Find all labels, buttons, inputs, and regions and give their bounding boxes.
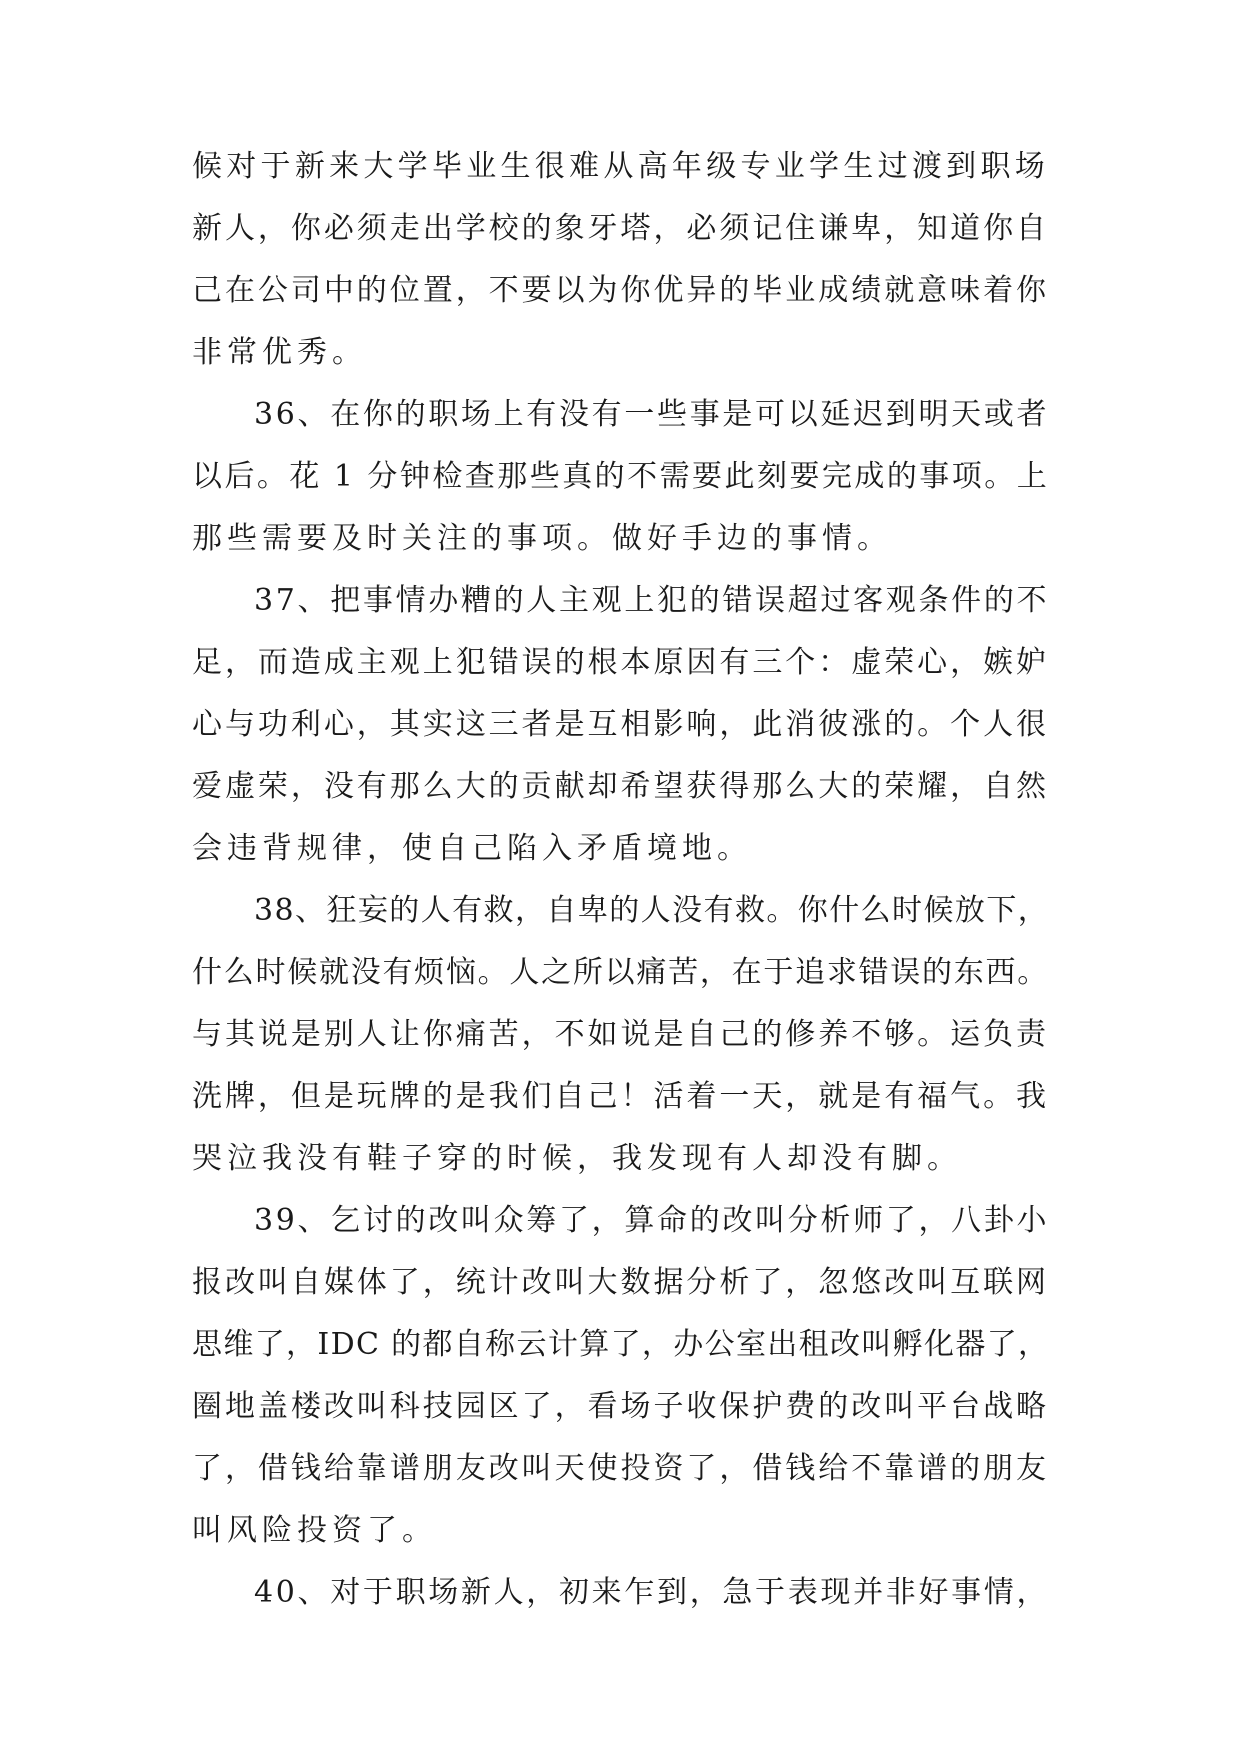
paragraph-0-line-1: 新人，你必须走出学校的象牙塔，必须记住谦卑，知道你自 (192, 211, 1049, 246)
paragraph-0-line-3: 非常优秀。 (192, 335, 367, 370)
paragraph-39-line-2: 思维了，IDC 的都自称云计算了，办公室出租改叫孵化器了， (192, 1327, 1050, 1362)
paragraph-37-line-1: 足，而造成主观上犯错误的根本原因有三个：虚荣心，嫉妒 (192, 645, 1049, 680)
paragraph-38-line-3: 洗牌，但是玩牌的是我们自己！活着一天，就是有福气。我 (192, 1079, 1049, 1114)
paragraph-37-line-2: 心与功利心，其实这三者是互相影响，此消彼涨的。个人很 (192, 707, 1049, 742)
paragraph-38-line-4: 哭泣我没有鞋子穿的时候，我发现有人却没有脚。 (192, 1141, 962, 1176)
paragraph-0-line-2: 己在公司中的位置，不要以为你优异的毕业成绩就意味着你 (192, 273, 1049, 308)
paragraph-39-line-5: 叫风险投资了。 (192, 1513, 437, 1548)
paragraph-38-line-1: 什么时候就没有烦恼。人之所以痛苦，在于追求错误的东西。 (192, 955, 1049, 990)
paragraph-38-line-2: 与其说是别人让你痛苦，不如说是自己的修养不够。运负责 (192, 1017, 1049, 1052)
paragraph-37-line-4: 会违背规律，使自己陷入矛盾境地。 (192, 831, 752, 866)
paragraph-0-line-0: 候对于新来大学毕业生很难从高年级专业学生过渡到职场 (192, 149, 1049, 184)
paragraph-39-line-1: 报改叫自媒体了，统计改叫大数据分析了，忽悠改叫互联网 (192, 1265, 1049, 1300)
paragraph-39-line-4: 了，借钱给靠谱朋友改叫天使投资了，借钱给不靠谱的朋友 (192, 1451, 1049, 1486)
paragraph-37-line-0: 37、把事情办糟的人主观上犯的错误超过客观条件的不 (254, 583, 1050, 618)
paragraph-36-line-1: 以后。花 1 分钟检查那些真的不需要此刻要完成的事项。上 (192, 459, 1050, 494)
document-body (192, 136, 1049, 1624)
paragraph-39-line-3: 圈地盖楼改叫科技园区了，看场子收保护费的改叫平台战略 (192, 1389, 1049, 1424)
paragraph-38-line-0: 38、狂妄的人有救，自卑的人没有救。你什么时候放下， (254, 893, 1050, 928)
paragraph-36-line-0: 36、在你的职场上有没有一些事是可以延迟到明天或者 (254, 397, 1050, 432)
paragraph-37-line-3: 爱虚荣，没有那么大的贡献却希望获得那么大的荣耀，自然 (192, 769, 1049, 804)
paragraph-39-line-0: 39、乞讨的改叫众筹了，算命的改叫分析师了，八卦小 (254, 1203, 1050, 1238)
paragraph-40-line-0: 40、对于职场新人，初来乍到，急于表现并非好事情， (254, 1575, 1050, 1610)
paragraph-36-line-2: 那些需要及时关注的事项。做好手边的事情。 (192, 521, 892, 556)
